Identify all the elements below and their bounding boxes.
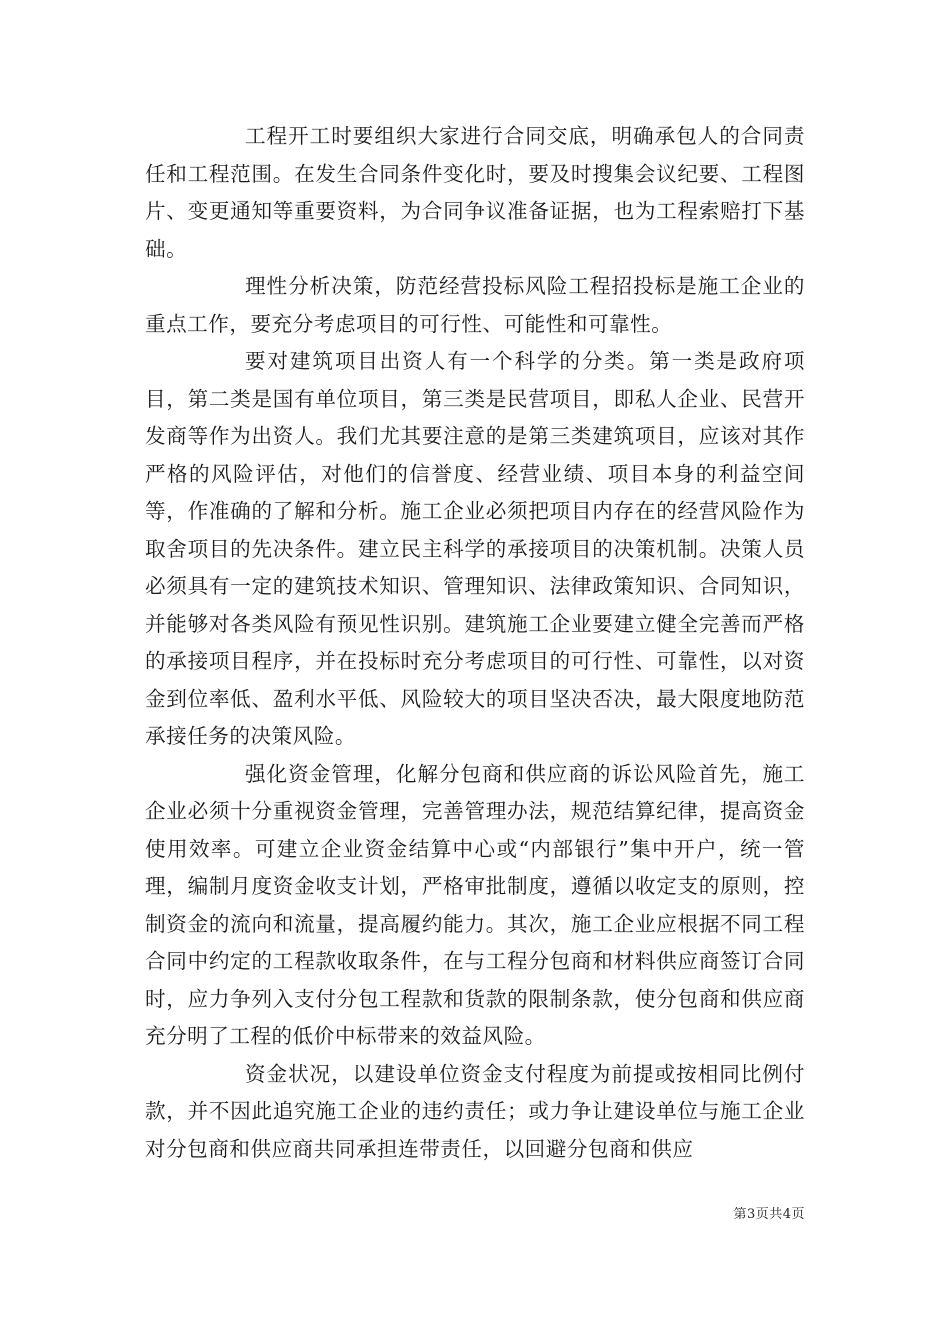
paragraph-bidding-decision: 理性分析决策，防范经营投标风险工程招投标是施工企业的重点工作，要充分考虑项目的可行性、可能性和可靠性。: [145, 274, 805, 336]
paragraph-fund-status: 资金状况，以建设单位资金支付程度为前提或按相同比例付款，并不因此追究施工企业的违约责任；或力争让建设单位与施工企业对分包商和供应商共同承担连带责任，以回避分包商和供应: [145, 1061, 805, 1161]
paragraph-investor-classification: 要对建筑项目出资人有一个科学的分类。第一类是政府项目，第二类是国有单位项目，第三类是民营项目，即私人企业、民营开发商等作为出资人。我们尤其要注意的是第三类建筑项目，应该对其作严格的风险评估，对他们的信誉度、经营业绩、项目本身的利益空间等，作准确的了解和分析。施工企业必须把项目内存在的经营风险作为取舍项目的先决条件。建立民主科学的承接项目的决策机制。决策人员必须具有一定的建筑技术知识、管理知识、法律政策知识、合同知识，并能够对各类风险有预见性识别。建筑施工企业要建立健全完善而严格的承接项目程序，并在投标时充分考虑项目的可行性、可靠性，以对资金到位率低、盈利水平低、风险较大的项目坚决否决，最大限度地防范承接任务的决策风险。: [145, 349, 805, 748]
document-body: [145, 118, 805, 1168]
paragraph-contract-briefing: 工程开工时要组织大家进行合同交底，明确承包人的合同责任和工程范围。在发生合同条件变化时，要及时搜集会议纪要、工程图片、变更通知等重要资料，为合同争议准备证据，也为工程索赔打下基础。: [145, 124, 805, 261]
page-number-footer: 第3页共4页: [733, 1207, 805, 1222]
paragraph-fund-management: 强化资金管理，化解分包商和供应商的诉讼风险首先，施工企业必须十分重视资金管理，完善管理办法，规范结算纪律，提高资金使用效率。可建立企业资金结算中心或“内部银行”集中开户，统一管理，编制月度资金收支计划，严格审批制度，遵循以收定支的原则，控制资金的流向和流量，提高履约能力。其次，施工企业应根据不同工程合同中约定的工程款收取条件，在与工程分包商和材料供应商签订合同时，应力争列入支付分包工程款和货款的限制条款，使分包商和供应商充分明了工程的低价中标带来的效益风险。: [145, 761, 805, 1048]
